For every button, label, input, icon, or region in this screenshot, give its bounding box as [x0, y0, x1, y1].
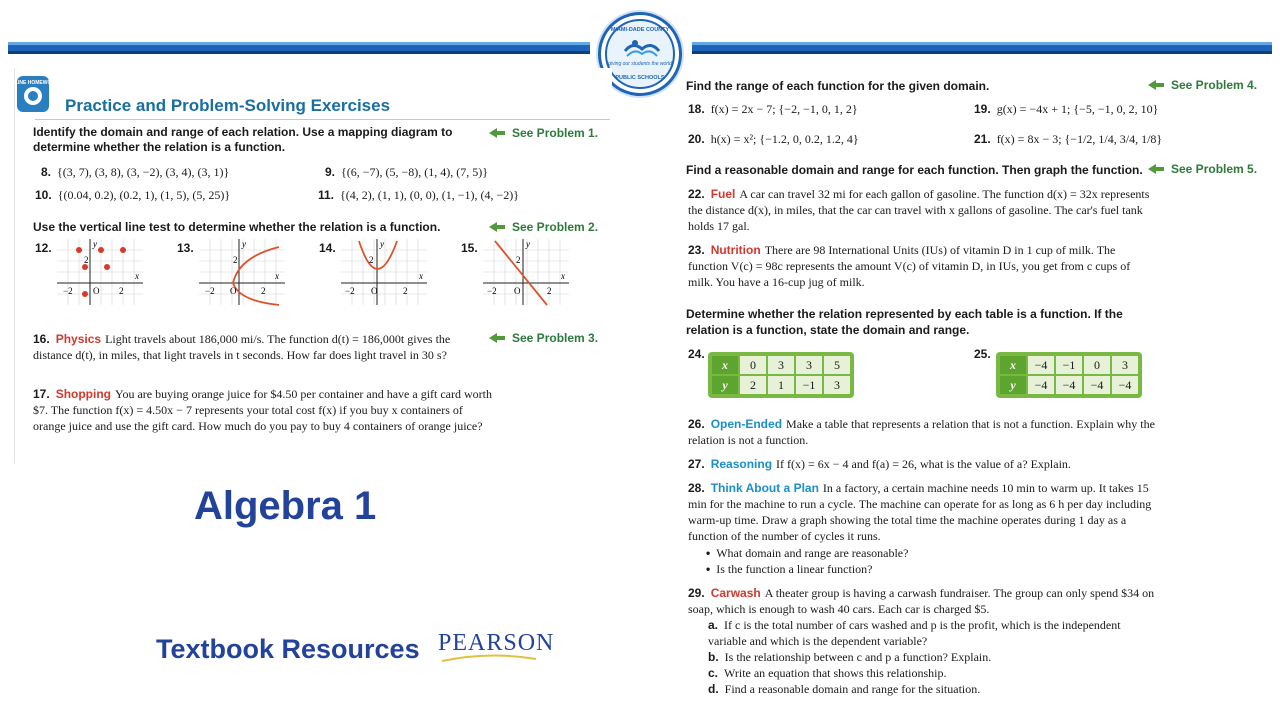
- exercise-17-keyword: Shopping: [55, 387, 112, 401]
- left-exercise-panel: [7, 68, 612, 463]
- exercise-10-number: 10.: [35, 188, 52, 202]
- exercise-16-number: 16.: [33, 332, 50, 346]
- graph-12-2x-label: 2: [119, 286, 124, 296]
- exercise-29-b-text: Is the relationship between c and p a function? Explain.: [724, 650, 992, 664]
- table-25-y-header: y: [1000, 376, 1026, 394]
- exercise-8-text: {(3, 7), (3, 8), (3, −2), (3, 4), (3, 1)}: [57, 165, 230, 179]
- exercise-22-number: 22.: [688, 187, 705, 201]
- exercise-16-text: Light travels about 186,000 mi/s. The function d(t) = 186,000t gives the distance d(t), in miles, that light travels in t seconds. How far does light travel in 30 s?: [33, 332, 451, 362]
- table-24: [708, 352, 854, 398]
- instruction-range: Find the range of each function for the given domain.: [686, 79, 990, 93]
- see-problem-2-label: See Problem 2.: [512, 220, 599, 234]
- table-25-x-header: x: [1000, 356, 1026, 374]
- see-problem-4-label: See Problem 4.: [1171, 78, 1258, 92]
- exercise-18: [688, 101, 858, 117]
- exercise-23-keyword: Nutrition: [710, 243, 761, 257]
- graph-14-2x-label: 2: [403, 286, 408, 296]
- logo-top-text: MIAMI-DADE COUNTY: [610, 27, 670, 33]
- table-cell: 1: [768, 376, 794, 394]
- exercise-28-bullet-2: • Is the function a linear function?: [706, 562, 873, 576]
- see-problem-5: [1146, 162, 1257, 176]
- exercise-28-text: In a factory, a certain machine needs 10 min to warm up. It takes 15 min for the machine to run a cycle. The machine can operate for as long as 6 h per day including warm-up time. Draw a graph showing the total time the machine operates during 1 day as a function of the number of cycles it runs.: [688, 481, 1152, 543]
- exercise-29-b-label: b.: [708, 650, 719, 664]
- exercise-29: [688, 585, 1168, 617]
- table-cell: 2: [740, 376, 766, 394]
- table-cell: 5: [824, 356, 850, 374]
- exercise-28-keyword: Think About a Plan: [710, 481, 819, 495]
- exercise-26-keyword: Open-Ended: [710, 417, 783, 431]
- exercise-27: [688, 456, 1158, 472]
- table-cell: 0: [1084, 356, 1110, 374]
- exercise-9-number: 9.: [325, 165, 336, 179]
- badge-text: ONLINE HOMEWORK: [7, 80, 59, 86]
- exercise-21-text: f(x) = 8x − 3; {−1/2, 1/4, 3/4, 1/8}: [996, 132, 1163, 146]
- exercise-10-text: {(0.04, 0.2), (0.2, 1), (1, 5), (5, 25)}: [57, 188, 231, 202]
- exercise-17: [33, 386, 493, 434]
- table-24-number: 24.: [688, 347, 705, 361]
- exercise-17-number: 17.: [33, 387, 50, 401]
- graph-15-2-label: 2: [516, 255, 521, 265]
- table-cell: −4: [1028, 356, 1054, 374]
- graph-14-2-label: 2: [369, 255, 374, 265]
- right-exercise-panel: [676, 68, 1270, 708]
- graph-15-2x-label: 2: [547, 286, 552, 296]
- exercise-16: [33, 331, 473, 363]
- header-bar-right: [692, 42, 1272, 54]
- exercise-27-text: If f(x) = 6x − 4 and f(a) = 26, what is the value of a? Explain.: [776, 457, 1071, 471]
- see-problem-1-label: See Problem 1.: [512, 126, 599, 140]
- book-wave-icon: [623, 37, 661, 59]
- exercise-29-d-text: Find a reasonable domain and range for the situation.: [724, 682, 981, 696]
- section-heading: Practice and Problem-Solving Exercises: [65, 96, 391, 115]
- table-24-y-header: y: [712, 376, 738, 394]
- see-problem-2: [487, 220, 598, 234]
- graph-14-number: 14.: [319, 241, 336, 255]
- graph-13-number: 13.: [177, 241, 194, 255]
- instruction-graph: Find a reasonable domain and range for each function. Then graph the function.: [686, 163, 1143, 177]
- graph-13-x-label: x: [275, 271, 279, 281]
- exercise-11-text: {(4, 2), (1, 1), (0, 0), (1, −1), (4, −2)}: [340, 188, 520, 202]
- graph-12: [57, 239, 143, 305]
- exercise-8: [41, 164, 229, 180]
- exercise-11-number: 11.: [318, 188, 335, 202]
- table-cell: −4: [1112, 376, 1138, 394]
- exercise-29-number: 29.: [688, 586, 705, 600]
- exercise-28-bullet-1-text: What domain and range are reasonable?: [716, 546, 909, 560]
- graph-13-2-label: 2: [233, 255, 238, 265]
- see-problem-1: [487, 126, 598, 140]
- table-cell: −1: [796, 376, 822, 394]
- graph-14-y-label: y: [380, 239, 384, 249]
- table-cell: −1: [1056, 356, 1082, 374]
- graph-15-y-label: y: [526, 239, 530, 249]
- graph-12-y-label: y: [93, 239, 97, 249]
- graph-12-x-label: x: [135, 271, 139, 281]
- exercise-18-text: f(x) = 2x − 7; {−2, −1, 0, 1, 2}: [710, 102, 858, 116]
- exercise-26: [688, 416, 1158, 448]
- instruction-tables: Determine whether the relation represented by each table is a function. If the relation is a function, state the domain and range.: [686, 307, 1123, 337]
- exercise-8-number: 8.: [41, 165, 52, 179]
- graph-15-number: 15.: [461, 241, 478, 255]
- textbook-resources-label: Textbook Resources: [156, 634, 420, 664]
- exercise-11: [318, 187, 519, 203]
- graph-12-2-label: 2: [84, 255, 89, 265]
- table-cell: −4: [1028, 376, 1054, 394]
- see-problem-4: [1146, 78, 1257, 92]
- exercise-28-bullet-2-text: Is the function a linear function?: [716, 562, 873, 576]
- online-homework-badge-icon: [7, 74, 59, 114]
- exercise-19-number: 19.: [974, 102, 991, 116]
- pearson-swoosh-icon: [440, 653, 538, 663]
- exercise-23-text: There are 98 International Units (IUs) of vitamin D in 1 cup of milk. The function V(c) = 98c represents the amount V(c) of vitamin D, in IUs, you get from c cups of milk. You have a 16-cup jug of milk.: [688, 243, 1131, 289]
- exercise-22: [688, 186, 1158, 234]
- green-arrow-icon: [1146, 79, 1166, 91]
- see-problem-3: [487, 331, 598, 345]
- exercise-26-number: 26.: [688, 417, 705, 431]
- instruction-1: Identify the domain and range of each relation. Use a mapping diagram to determine whether the relation is a function.: [33, 125, 453, 154]
- exercise-29-c-text: Write an equation that shows this relationship.: [724, 666, 947, 680]
- exercise-21-number: 21.: [974, 132, 991, 146]
- table-cell: −4: [1084, 376, 1110, 394]
- logo-motto: giving our students the world: [608, 61, 672, 67]
- exercise-29-a-text: If c is the total number of cars washed and p is the profit, which is the independent variable and which is the dependent variable?: [708, 618, 1121, 648]
- graph-15-neg2-label: −2: [487, 286, 497, 296]
- exercise-29-part-c: [708, 665, 947, 681]
- graph-15-origin-label: O: [514, 286, 521, 296]
- graph-15-x-label: x: [561, 271, 565, 281]
- exercise-29-text: A theater group is having a carwash fundraiser. The group can only spend $34 on soap, which is enough to wash 40 cars. Each car is charged $5.: [688, 586, 1155, 616]
- green-arrow-icon: [487, 332, 507, 344]
- exercise-29-part-a: [708, 617, 1128, 649]
- table-24-x-header: x: [712, 356, 738, 374]
- exercise-29-a-label: a.: [708, 618, 719, 632]
- exercise-27-keyword: Reasoning: [710, 457, 773, 471]
- graph-14-x-label: x: [419, 271, 423, 281]
- exercise-22-keyword: Fuel: [710, 187, 736, 201]
- table-cell: −4: [1056, 376, 1082, 394]
- graph-14-neg2-label: −2: [345, 286, 355, 296]
- table-25-number: 25.: [974, 347, 991, 361]
- pearson-logo: PEARSON: [438, 630, 555, 656]
- graph-12-origin-label: O: [93, 286, 100, 296]
- exercise-20-number: 20.: [688, 132, 705, 146]
- table-25: [996, 352, 1142, 398]
- exercise-20-text: h(x) = x²; {−1.2, 0, 0.2, 1.2, 4}: [710, 132, 859, 146]
- instruction-2: Use the vertical line test to determine whether the relation is a function.: [33, 220, 441, 234]
- exercise-28: [688, 480, 1158, 544]
- logo-bottom-text: PUBLIC SCHOOLS: [615, 75, 665, 81]
- exercise-23: [688, 242, 1158, 290]
- graph-15: [483, 239, 569, 305]
- graph-12-number: 12.: [35, 241, 52, 255]
- exercise-28-bullet-1: • What domain and range are reasonable?: [706, 546, 909, 560]
- green-arrow-icon: [487, 127, 507, 139]
- graph-13-y-label: y: [242, 239, 246, 249]
- exercise-22-text: A car can travel 32 mi for each gallon of gasoline. The function d(x) = 32x represents the distance d(x), in miles, that the car can travel with x gallons of gasoline. The car's fuel tank holds 17 gal.: [688, 187, 1150, 233]
- exercise-29-keyword: Carwash: [710, 586, 761, 600]
- heading-divider: [35, 119, 610, 120]
- graph-14: [341, 239, 427, 305]
- exercise-29-d-label: d.: [708, 682, 719, 696]
- exercise-29-part-b: [708, 649, 991, 665]
- graph-13-neg2-label: −2: [205, 286, 215, 296]
- exercise-18-number: 18.: [688, 102, 705, 116]
- see-problem-3-label: See Problem 3.: [512, 331, 599, 345]
- table-cell: 3: [768, 356, 794, 374]
- table-cell: 0: [740, 356, 766, 374]
- graph-13: [199, 239, 285, 305]
- exercise-17-text: You are buying orange juice for $4.50 per container and have a gift card worth $7. The function f(x) = 4.50x − 7 represents your total cost f(x) if you buy x containers of orange juice and use the gift card. How much do you pay to buy 4 containers of orange juice?: [33, 387, 493, 433]
- table-cell: 3: [796, 356, 822, 374]
- exercise-10: [35, 187, 230, 203]
- exercise-27-number: 27.: [688, 457, 705, 471]
- exercise-29-c-label: c.: [708, 666, 719, 680]
- exercise-20: [688, 131, 859, 147]
- exercise-29-part-d: [708, 681, 980, 697]
- course-title: Algebra 1: [194, 484, 377, 528]
- graph-14-origin-label: O: [371, 286, 378, 296]
- exercise-23-number: 23.: [688, 243, 705, 257]
- graph-13-2x-label: 2: [261, 286, 266, 296]
- exercise-9: [325, 164, 488, 180]
- table-cell: 3: [824, 376, 850, 394]
- green-arrow-icon: [1146, 163, 1166, 175]
- exercise-21: [974, 131, 1162, 147]
- graph-13-origin-label: O: [230, 286, 237, 296]
- header-bar-left: [8, 42, 590, 54]
- exercise-19-text: g(x) = −4x + 1; {−5, −1, 0, 2, 10}: [996, 102, 1159, 116]
- exercise-26-text: Make a table that represents a relation that is not a function. Explain why the relation is not a function.: [688, 417, 1155, 447]
- exercise-19: [974, 101, 1158, 117]
- exercise-9-text: {(6, −7), (5, −8), (1, 4), (7, 5)}: [341, 165, 489, 179]
- graph-12-neg2-label: −2: [63, 286, 73, 296]
- table-cell: 3: [1112, 356, 1138, 374]
- green-arrow-icon: [487, 221, 507, 233]
- exercise-16-keyword: Physics: [55, 332, 102, 346]
- see-problem-5-label: See Problem 5.: [1171, 162, 1258, 176]
- exercise-28-number: 28.: [688, 481, 705, 495]
